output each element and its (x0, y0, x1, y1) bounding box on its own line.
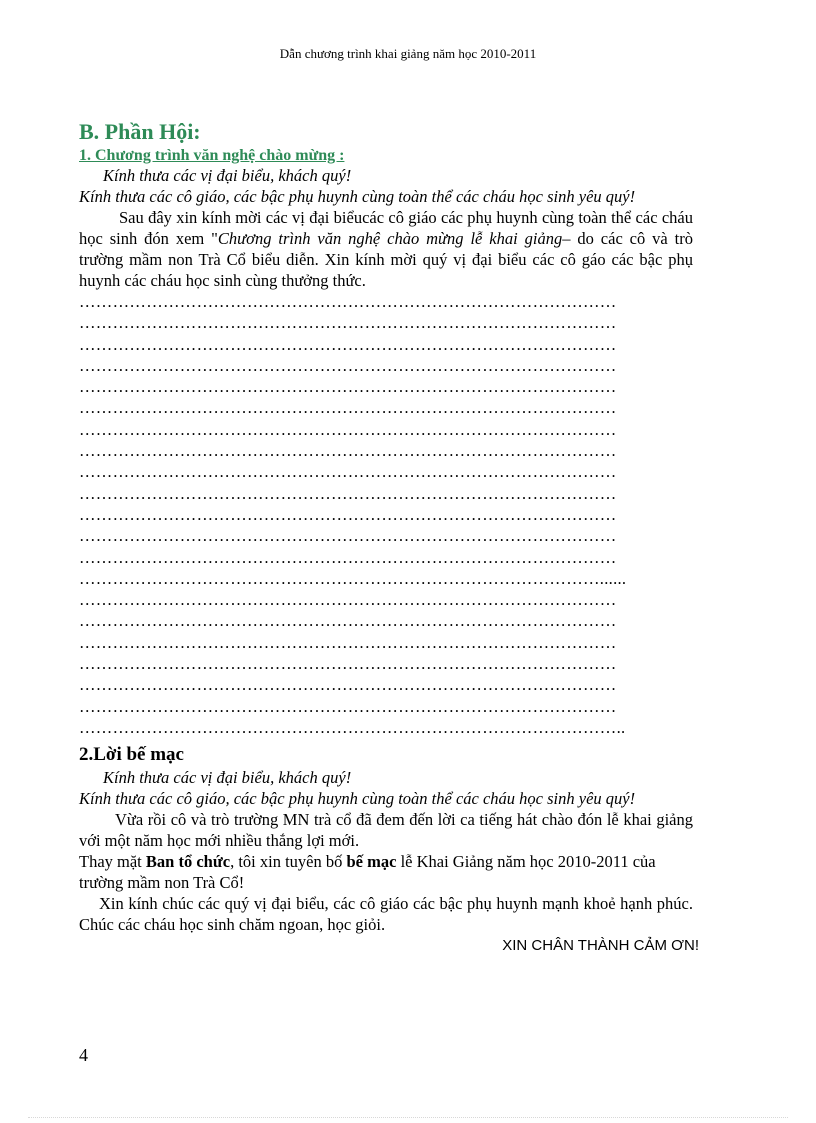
dotted-line: …………………………………………………………………………………...... (79, 568, 627, 588)
section-1-title: 1. Chương trình văn nghệ chào mừng : (79, 147, 345, 164)
closing-greeting-guests: Kính thưa các vị đại biểu, khách quý! (103, 768, 352, 788)
dotted-line: …………………………………………………………………………………… (79, 675, 617, 695)
dotted-line: …………………………………………………………………………………… (79, 355, 617, 375)
dotted-line: …………………………………………………………………………………….. (79, 717, 626, 737)
closing-para-2 (79, 851, 693, 893)
dotted-line: …………………………………………………………………………………… (79, 632, 617, 652)
thanks-line: XIN CHÂN THÀNH CẢM ƠN! (502, 937, 699, 955)
section-2-title: 2.Lời bế mạc (79, 744, 184, 766)
program-intro-italic: Chương trình văn nghệ chào mừng lễ khai giảng (217, 229, 563, 248)
greeting-teachers: Kính thưa các cô giáo, các bậc phụ huynh cùng toàn thể các cháu học sinh yêu quý! (79, 187, 636, 206)
dotted-line: …………………………………………………………………………………… (79, 292, 617, 311)
section-b-title: B. Phần Hội: (79, 119, 201, 144)
dotted-line: …………………………………………………………………………………… (79, 504, 617, 524)
dotted-line: …………………………………………………………………………………… (79, 547, 617, 567)
dotted-line: …………………………………………………………………………………… (79, 483, 617, 503)
program-intro-text-a: Sau đây xin kính mời các vị đại biểucác cô giáo các phụ huynh cùng toàn thể các cháu học sinh đón xem " (79, 208, 693, 248)
dotted-line: …………………………………………………………………………………… (79, 526, 617, 546)
closing-word: bế mạc (346, 852, 397, 872)
dotted-line: …………………………………………………………………………………… (79, 398, 617, 418)
greeting-guests: Kính thưa các vị đại biểu, khách quý! (103, 166, 352, 185)
program-intro-text-b: – do các cô và trò trường mầm non Trà Cổ biểu diễn. Xin kính mời quý vị đại biểu các cô gáo các bậc phụ huynh các cháu học sinh cùng thưởng thức. (79, 229, 693, 290)
footer-divider (28, 1117, 788, 1118)
closing-para-2-c: lễ Khai Giảng năm học 2010-2011 của trường mầm non Trà Cổ! (79, 852, 656, 893)
page-number: 4 (79, 1045, 88, 1065)
dotted-line: …………………………………………………………………………………… (79, 654, 617, 674)
dotted-line: …………………………………………………………………………………… (79, 377, 617, 397)
dotted-line: …………………………………………………………………………………… (79, 590, 617, 610)
organizing-committee: Ban tổ chức (145, 852, 231, 872)
dotted-line: …………………………………………………………………………………… (79, 441, 617, 461)
closing-para-2-a: Thay mặt (79, 852, 146, 872)
dotted-line: …………………………………………………………………………………… (79, 696, 617, 716)
closing-greeting-teachers: Kính thưa các cô giáo, các bậc phụ huynh cùng toàn thể các cháu học sinh yêu quý! (79, 789, 636, 809)
closing-para-1: Vừa rồi cô và trò trường MN trà cổ đã đem đến lời ca tiếng hát chào đón lễ khai giảng với một năm học mới nhiều thắng lợi mới. (79, 810, 693, 851)
page-header: Dẫn chương trình khai giảng năm học 2010-2011 (279, 46, 537, 61)
dotted-line: …………………………………………………………………………………… (79, 462, 617, 482)
dotted-line: …………………………………………………………………………………… (79, 611, 617, 631)
dotted-line: …………………………………………………………………………………… (79, 419, 617, 439)
closing-para-2-b: , tôi xin tuyên bố (230, 852, 347, 872)
dotted-line: …………………………………………………………………………………… (79, 334, 617, 354)
dotted-lines (79, 291, 693, 738)
dotted-line: …………………………………………………………………………………… (79, 313, 617, 333)
page-content (79, 118, 699, 957)
closing-para-3: Xin kính chúc các quý vị đại biểu, các cô giáo các bậc phụ huynh mạnh khoẻ hạnh phúc. Chúc các cháu học sinh chăm ngoan, học giỏi. (79, 894, 693, 935)
program-intro (79, 207, 693, 291)
